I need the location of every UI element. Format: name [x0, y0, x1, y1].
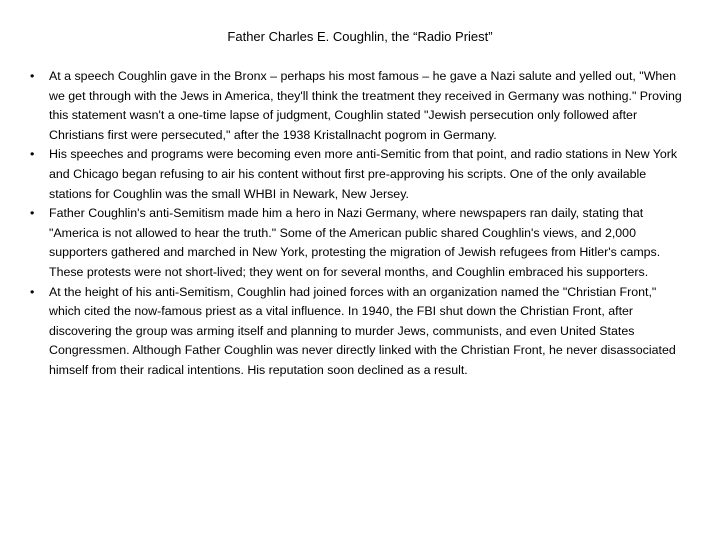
bullet-item — [30, 204, 690, 282]
bullet-text: His speeches and programs were becoming even more anti-Semitic from that point, and radio stations in New York and Chicago began refusing to air his content without first pre-approving his scripts. One of the only available stations for Coughlin was the small WHBI in Newark, New Jersey. — [49, 147, 678, 201]
bullet-text: Father Coughlin's anti-Semitism made him a hero in Nazi Germany, where newspapers ran daily, stating that "America is not allowed to hear the truth." Some of the American public shared Coughlin's views, and 2,000 supporters gathered and marched in New York, protesting the migration of Jewish refugees from Hitler's camps. These protests were not short-lived; they went on for several months, and Coughlin embraced his supporters. — [49, 206, 661, 279]
bullet-marker: • — [30, 206, 35, 221]
bullet-marker: • — [30, 284, 35, 299]
bullet-text: At the height of his anti-Semitism, Coughlin had joined forces with an organization named the "Christian Front," which cited the now-famous priest as a vital influence. In 1940, the FBI shut down the Christian Front, after discovering the group was arming itself and planning to murder Jews, communists, and even United States Congressmen. Although Father Coughlin was never directly linked with the Christian Front, he never disassociated himself from their radical intentions. His reputation soon declined as a result. — [49, 284, 676, 377]
bullet-marker: • — [30, 147, 35, 162]
bullet-text: At a speech Coughlin gave in the Bronx – perhaps his most famous – he gave a Nazi salute and yelled out, "When we get through with the Jews in America, they'll think the treatment they received in Germany was nothing." Proving this statement wasn't a one-time lapse of judgment, Coughlin stated "Jewish persecution only followed after Christians first were persecuted," after the 1938 Kristallnacht pogrom in Germany. — [49, 69, 682, 142]
bullet-list — [30, 67, 690, 381]
bullet-item — [30, 145, 690, 204]
bullet-marker: • — [30, 69, 35, 83]
bullet-item — [30, 67, 690, 145]
bullet-item — [30, 283, 690, 381]
slide-title: Father Charles E. Coughlin, the “Radio Priest” — [227, 29, 493, 44]
